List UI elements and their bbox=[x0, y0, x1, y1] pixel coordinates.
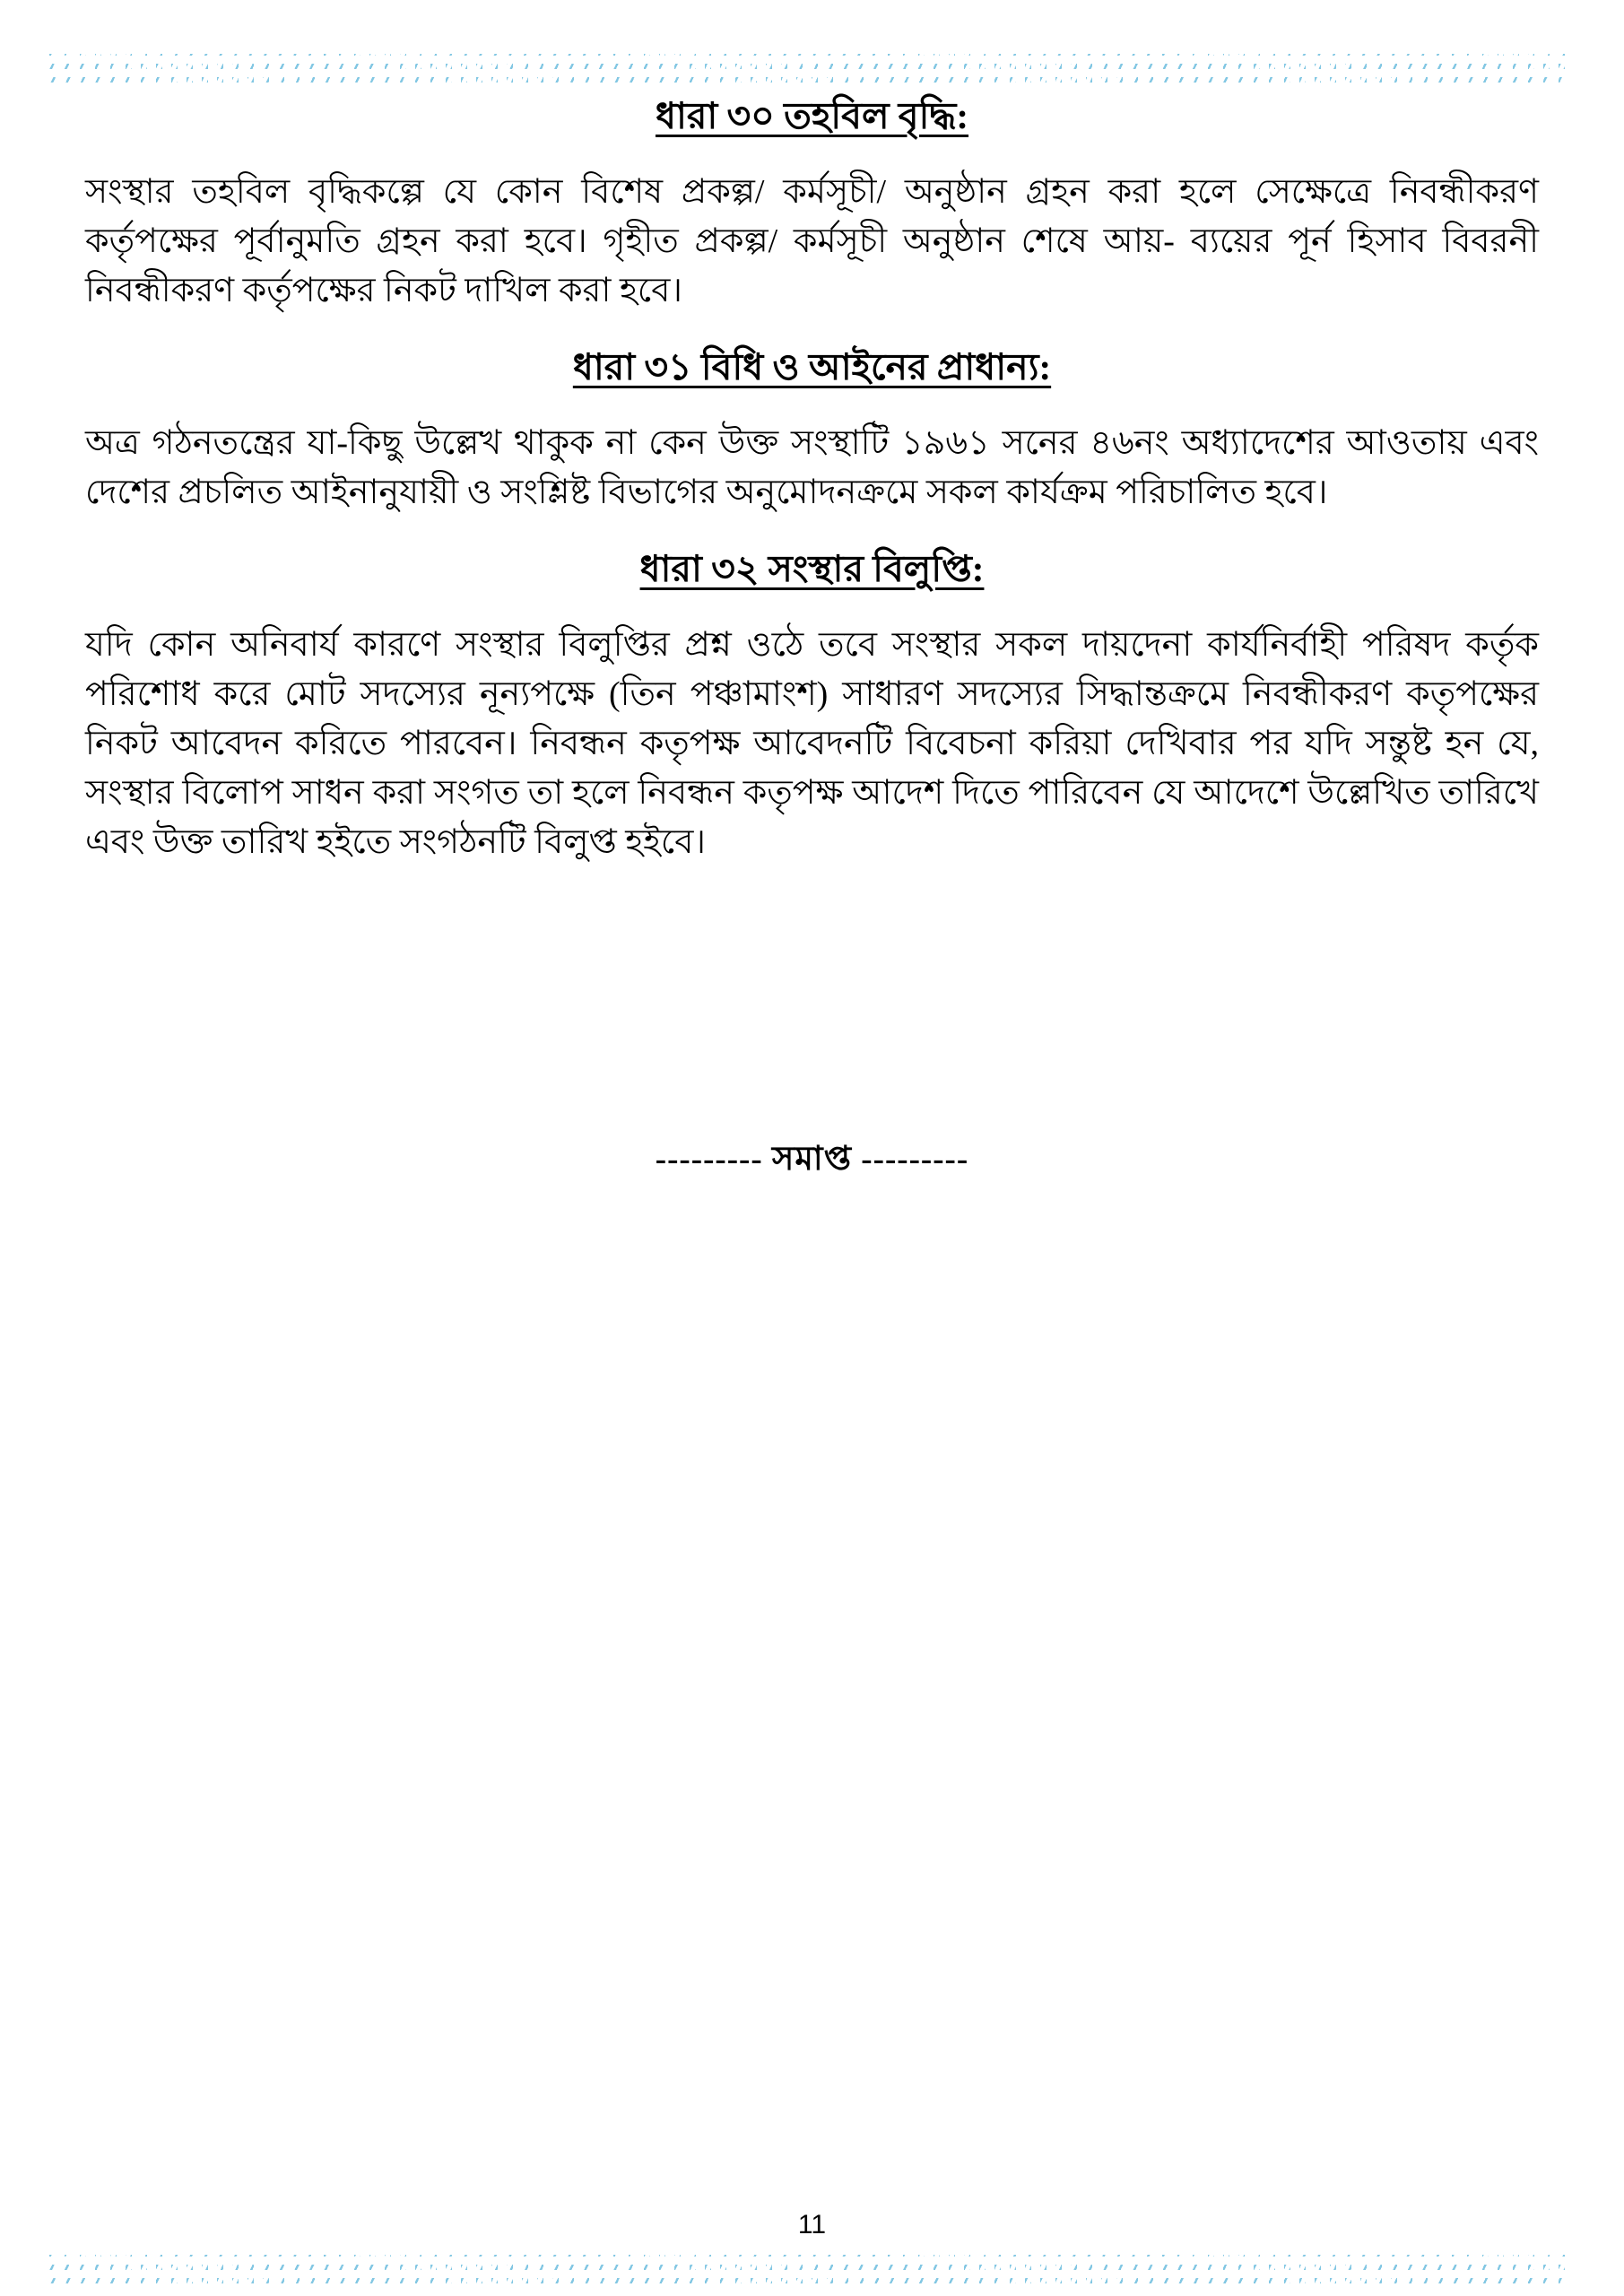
section-dhara-30 bbox=[85, 88, 1539, 316]
document-content bbox=[85, 83, 1539, 1222]
section-heading-dhara-31: ধারা ৩১ বিধি ও আইনের প্রাধান্য: bbox=[572, 346, 1052, 387]
decorative-border-top bbox=[49, 54, 1572, 83]
section-body-dhara-30: সংস্থার তহবিল বৃদ্ধিকল্পে যে কোন বিশেষ প্রকল্প/ কর্মসূচী/ অনুষ্ঠান গ্রহন করা হলে সেক্ষেত্রে নিবন্ধীকরণ কর্তৃপক্ষের পূর্বানুমতি গ্রহন করা হবে। গৃহীত প্রকল্প/ কর্মসূচী অনুষ্ঠান শেষে আয়- ব্যয়ের পূর্ন হিসাব বিবরনী নিবন্ধীকরণ কর্তৃপক্ষের নিকট দাখিল করা হবে। bbox=[85, 173, 1539, 309]
end-marker: --------- সমাপ্ত --------- bbox=[655, 1141, 969, 1178]
section-heading-dhara-32: ধারা ৩২ সংস্থার বিলুপ্তি: bbox=[639, 548, 985, 589]
section-dhara-31 bbox=[85, 339, 1539, 517]
decorative-border-bottom bbox=[49, 2255, 1572, 2283]
section-dhara-32 bbox=[85, 541, 1539, 867]
page-number: 11 bbox=[797, 2210, 827, 2239]
section-body-dhara-32: যদি কোন অনিবার্য কারণে সংস্থার বিলুপ্তির প্রশ্ন ওঠে তবে সংস্থার সকল দায়দেনা কার্যনির্বাহী পরিষদ কর্তৃক পরিশোধ করে মোট সদস্যের নূন্যপক্ষে (তিন পঞ্চামাংশ) সাধারণ সদস্যের সিদ্ধান্তক্রমে নিবন্ধীকরণ কতৃপক্ষের নিকট আবেদন করিতে পারবেন। নিবন্ধন কতৃপক্ষ আবেদনটি বিবেচনা করিয়া দেখিবার পর যদি সন্তুষ্ট হন যে, সংস্থার বিলোপ সাধন করা সংগত তা হলে নিবন্ধন কতৃপক্ষ আদেশ দিতে পারিবেন যে আদেশে উল্লেখিত তারিখে এবং উক্ত তারিখ হইতে সংগঠনটি বিলুপ্ত হইবে। bbox=[85, 626, 1539, 861]
section-body-dhara-31: অত্র গঠনতন্ত্রের যা-কিছু উল্লেখ থাকুক না কেন উক্ত সংস্থাটি ১৯৬১ সনের ৪৬নং অধ্যাদেশের আওতায় এবং দেশের প্রচলিত আইনানুযায়ী ও সংশ্লিষ্ট বিভাগের অনুমোদনক্রমে সকল কার্যক্রম পরিচালিত হবে। bbox=[85, 424, 1539, 511]
section-heading-dhara-30: ধারা ৩০ তহবিল বৃদ্ধি: bbox=[655, 95, 969, 136]
